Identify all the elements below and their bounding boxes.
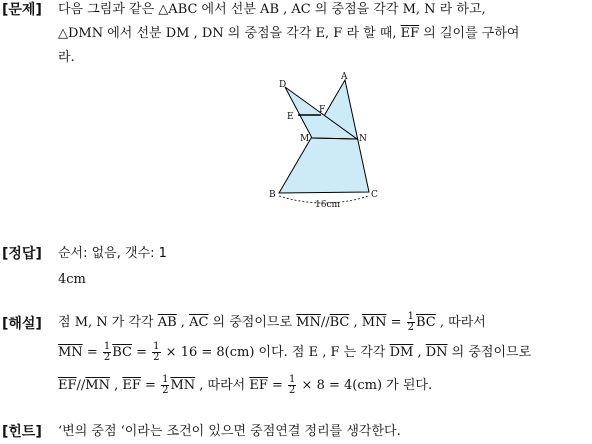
fraction-numerator: 1: [407, 311, 415, 322]
segment-dn: $\overline{DN}$: [425, 345, 448, 360]
expl-text: ,: [176, 315, 190, 330]
expl-text: ,: [109, 378, 123, 393]
segment-ef: $\overline{EF}$: [400, 26, 420, 41]
expl-text: 의 중점이므로: [208, 315, 297, 330]
base-length-label: 16cm: [315, 200, 341, 210]
explanation-line-2: [58, 342, 531, 363]
fraction-denominator: 2: [407, 322, 415, 333]
segment-ef: $\overline{EF}$: [249, 378, 268, 393]
segment-ac: $\overline{AC}$: [189, 315, 209, 330]
explanation-line-3: [58, 375, 432, 396]
segment-bc: $\overline{BC}$: [416, 315, 436, 330]
problem-line-3: 라.: [58, 50, 75, 65]
expl-text: =: [82, 345, 102, 360]
segment-mn: $\overline{MN}$: [58, 345, 83, 360]
problem-line-1: 다음 그림과 같은 △ABC 에서 선분 AB , AC 의 중점을 각각 M, N 라 하고,: [58, 2, 486, 17]
expl-text: //: [320, 315, 330, 330]
expl-text: =: [140, 378, 161, 393]
expl-text: , 따라서: [195, 378, 250, 393]
expl-text: × 8 = 4(cm) 가 된다.: [297, 378, 433, 393]
expl-text: ,: [349, 315, 362, 330]
segment-ab: $\overline{AB}$: [157, 315, 177, 330]
segment-ef: $\overline{EF}$: [122, 378, 141, 393]
explanation-label: [해설]: [2, 316, 42, 332]
expl-text: ,: [413, 345, 426, 360]
point-label-a: A: [341, 72, 348, 82]
segment-mn: $\overline{MN}$: [296, 315, 321, 330]
segment-bc: $\overline{BC}$: [112, 345, 132, 360]
point-label-f: F: [319, 105, 326, 115]
fraction: [161, 375, 169, 396]
expl-text: =: [131, 345, 152, 360]
answer-meta: 순서: 없음, 갯수: 1: [58, 246, 167, 261]
segment-mn: $\overline{MN}$: [361, 315, 387, 330]
fraction: [103, 342, 111, 363]
expl-text: 의 중점이므로: [447, 345, 532, 360]
fraction-denominator: 2: [162, 385, 169, 396]
expl-text: =: [267, 378, 288, 393]
expl-text: =: [386, 315, 406, 330]
fraction-numerator: 1: [289, 374, 296, 385]
answer-label: [정답]: [2, 246, 42, 262]
hint-text: ‘변의 중점 ‘이라는 조건이 있으면 중점연결 정리를 생각한다.: [58, 424, 401, 439]
problem-line-2: [58, 26, 519, 42]
problem-label: [문제]: [2, 2, 42, 18]
expl-text: , 따라서: [435, 315, 486, 330]
point-label-b: B: [269, 190, 276, 200]
explanation-line-1: [58, 312, 486, 333]
point-label-n: N: [359, 134, 367, 144]
segment-mn: $\overline{MN}$: [85, 378, 110, 393]
segment-mn: $\overline{MN}$: [170, 378, 196, 393]
expl-text: × 16 = 8(cm) 이다. 점 E , F 는 각각: [161, 345, 390, 360]
expl-text: //: [76, 378, 86, 393]
fraction-denominator: 2: [153, 352, 160, 363]
fraction: [407, 312, 415, 333]
point-label-c: C: [371, 190, 378, 200]
triangle-figure: [265, 70, 385, 210]
segment-dm: $\overline{DM}$: [389, 345, 414, 360]
segment-bc: $\overline{BC}$: [329, 315, 350, 330]
fraction-numerator: 1: [103, 341, 111, 352]
segment-ef: $\overline{EF}$: [58, 378, 77, 393]
point-label-m: M: [300, 134, 310, 144]
fraction-denominator: 2: [289, 385, 296, 396]
hint-label: [힌트]: [2, 424, 42, 440]
answer-value: 4cm: [58, 272, 86, 287]
fraction-numerator: 1: [153, 341, 160, 352]
fraction-numerator: 1: [162, 374, 169, 385]
problem-line-2-end: 의 길이를 구하여: [419, 26, 520, 41]
point-label-d: D: [279, 80, 287, 90]
problem-line-2-start: △DMN 에서 선분 DM , DN 의 중점을 각각 E, F 라 할 때,: [58, 26, 401, 41]
fraction: [288, 375, 296, 396]
expl-text: 점 M, N 가 각각: [58, 315, 158, 330]
fraction-denominator: 2: [103, 352, 111, 363]
fraction: [152, 342, 160, 363]
point-label-e: E: [287, 112, 294, 122]
